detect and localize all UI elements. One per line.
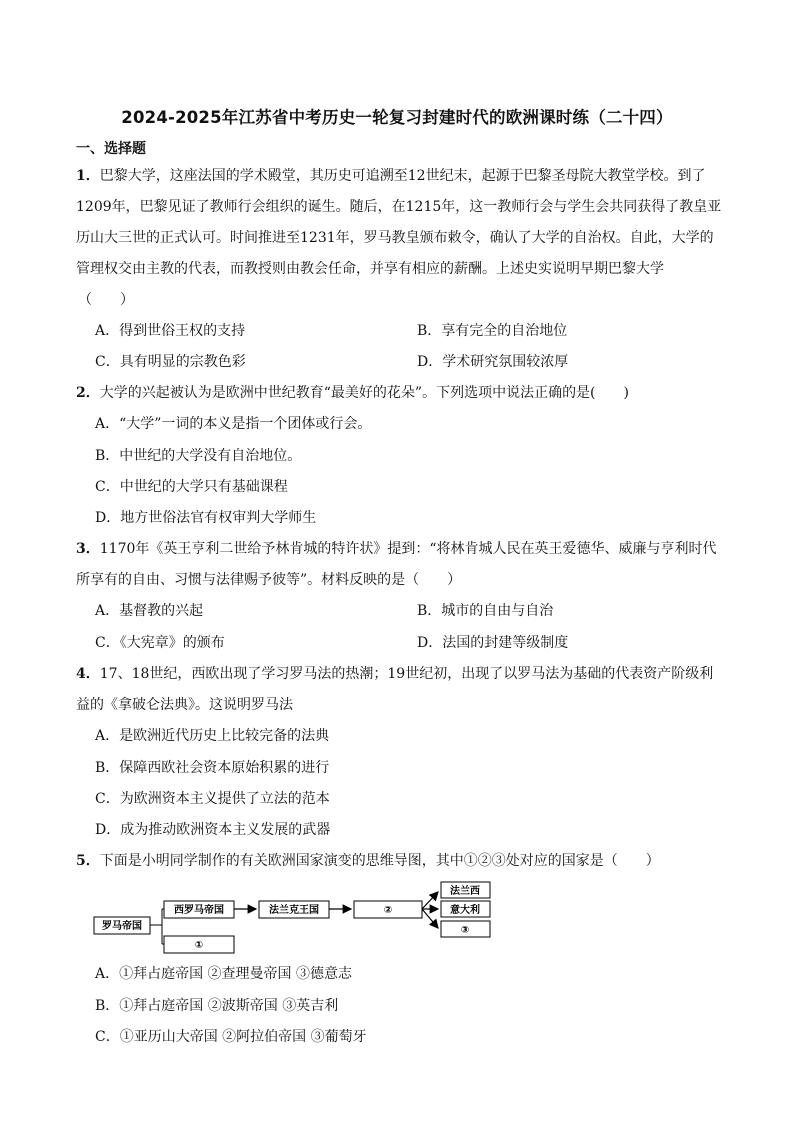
option-d: D．成为推动欧洲资本主义发展的武器 [95, 822, 331, 838]
question-4-line-2: 益的《拿破仑法典》。这说明罗马法 [76, 697, 293, 713]
option-a: A．是欧洲近代历史上比较完备的法典 [95, 728, 330, 744]
question-1-line-1 [76, 166, 706, 186]
label-blank-3: ③ [460, 925, 470, 936]
label-frankish-kingdom: 法兰克王国 [269, 905, 319, 916]
question-number: 5． [76, 853, 100, 869]
option-d: D．学术研究氛围较浓厚 [417, 354, 569, 370]
option-a: A．“大学”一词的本义是指一个团体或行会。 [95, 416, 372, 432]
question-text: 17、18世纪，西欧出现了学习罗马法的热潮；19世纪初，出现了以罗马法为基础的代表资产阶级利 [99, 666, 714, 682]
question-text: 大学的兴起被认为是欧洲中世纪教育“最美好的花朵”。下列选项中说法正确的是( ) [99, 385, 629, 401]
label-france: 法兰西 [450, 886, 480, 897]
label-west-rome: 西罗马帝国 [174, 905, 224, 916]
label-blank-1: ① [194, 940, 204, 951]
question-2-line-1 [76, 383, 629, 403]
option-d: D．法国的封建等级制度 [417, 635, 569, 651]
label-blank-2: ② [383, 905, 393, 916]
page-title: 2024-2025年江苏省中考历史一轮复习封建时代的欧洲课时练（二十四） [121, 108, 673, 127]
question-text: 1170年《英王亨利二世给予林肯城的特许状》提到：“将林肯城人民在英王爱德华、威廉与亨利时代 [99, 541, 717, 557]
question-number: 3． [76, 541, 100, 557]
question-number: 2． [76, 385, 100, 401]
question-text: 巴黎大学，这座法国的学术殿堂，其历史可追溯至12世纪末，起源于巴黎圣母院大教堂学校。到了 [99, 168, 706, 184]
question-3-line-2: 所享有的自由、习惯与法律赐予彼等”。材料反映的是（ ） [76, 572, 462, 588]
option-c: C．《大宪章》的颁布 [95, 635, 225, 651]
option-c: C．具有明显的宗教色彩 [95, 354, 246, 370]
option-b: B．①拜占庭帝国 ②波斯帝国 ③英吉利 [95, 998, 339, 1014]
option-b: B．城市的自由与自治 [417, 603, 554, 619]
answer-blank: （ ） [78, 292, 134, 308]
mind-map-diagram [90, 878, 500, 958]
option-b: B．享有完全的自治地位 [417, 323, 568, 339]
option-b: B．中世纪的大学没有自治地位。 [95, 448, 302, 464]
question-number: 1． [76, 168, 100, 184]
section-heading: 一、选择题 [76, 141, 146, 157]
option-d: D．地方世俗法官有权审判大学师生 [95, 510, 317, 526]
option-a: A．基督教的兴起 [95, 603, 204, 619]
option-a: A．①拜占庭帝国 ②查理曼帝国 ③德意志 [95, 966, 353, 982]
label-root: 罗马帝国 [102, 921, 142, 932]
question-1-line-3: 历山大三世的正式认可。时间推进至1231年，罗马教皇颁布敕令，确认了大学的自治权。自此，大学的 [76, 230, 714, 246]
question-4-line-1 [76, 664, 713, 684]
question-text: 下面是小明同学制作的有关欧洲国家演变的思维导图，其中①②③处对应的国家是（ ） [99, 853, 660, 869]
question-5-line-1 [76, 851, 660, 871]
option-c: C．中世纪的大学只有基础课程 [95, 479, 288, 495]
option-b: B．保障西欧社会资本原始积累的进行 [95, 760, 330, 776]
question-1-line-2: 1209年，巴黎见证了教师行会组织的诞生。随后，在1215年，这一教师行会与学生会共同获得了教皇亚 [76, 199, 722, 215]
option-c: C．为欧洲资本主义提供了立法的范本 [95, 791, 330, 807]
option-a: A．得到世俗王权的支持 [95, 323, 246, 339]
mind-map-svg [90, 878, 500, 958]
label-italy: 意大利 [450, 905, 480, 916]
question-number: 4． [76, 666, 100, 682]
question-3-line-1 [76, 539, 717, 559]
option-c: C．①亚历山大帝国 ②阿拉伯帝国 ③葡萄牙 [95, 1029, 367, 1045]
question-1-line-4: 管理权交由主教的代表，而教授则由教会任命，并享有相应的薪酬。上述史实说明早期巴黎大学 [76, 261, 664, 277]
